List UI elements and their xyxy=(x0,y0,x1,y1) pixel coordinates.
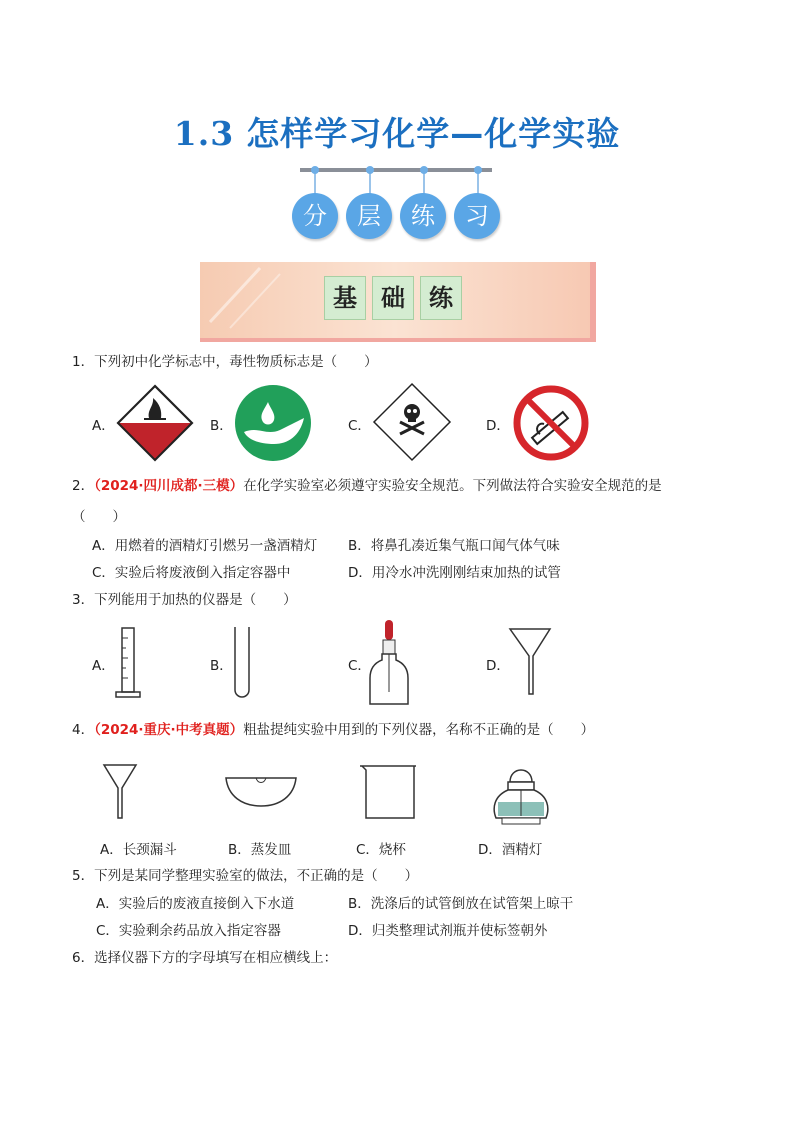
title-text: 怎样学习化学—化学实验 xyxy=(246,114,621,153)
q4-option-c: C．烧杯 xyxy=(356,842,406,858)
q4-option-d: D．酒精灯 xyxy=(478,842,543,858)
test-tube-icon xyxy=(232,626,252,700)
q5-stem: 5．下列是某同学整理实验室的做法，不正确的是（ ） xyxy=(72,868,419,884)
alcohol-lamp-icon xyxy=(488,752,554,830)
q3-option-c-label: C． xyxy=(348,658,371,674)
q1-option-b-label: B． xyxy=(210,418,233,434)
q4-option-a: A．长颈漏斗 xyxy=(100,842,177,858)
q1-option-d-label: D． xyxy=(486,418,510,434)
section-banner xyxy=(200,262,596,342)
q2-stem: 在化学实验室必须遵守实验安全规范。下列做法符合实验安全规范的是 xyxy=(243,478,662,494)
title-number: 1.3 xyxy=(173,114,235,153)
page-title xyxy=(0,108,794,155)
q3-option-a-label: A． xyxy=(92,658,115,674)
q2-stem-line xyxy=(72,476,662,496)
q4-number: 4． xyxy=(72,722,95,738)
funnel-icon xyxy=(508,626,552,698)
q1-option-a-label: A． xyxy=(92,418,115,434)
no-smoking-icon xyxy=(512,384,590,462)
section-char-1: 基 xyxy=(324,276,366,320)
q5-option-d: D．归类整理试剂瓶并使标签朝外 xyxy=(348,923,548,939)
badge-dot xyxy=(420,166,428,174)
badge-lian: 练 xyxy=(400,193,446,239)
dropper-bottle-icon xyxy=(366,616,412,708)
graduated-cylinder-icon xyxy=(114,626,144,700)
water-reactive-icon xyxy=(234,384,312,462)
funnel-icon xyxy=(102,762,138,822)
q2-blank: （ ） xyxy=(72,509,126,525)
flammable-solid-icon xyxy=(116,384,194,462)
section-char-3: 练 xyxy=(420,276,462,320)
q2-option-c: C．实验后将废液倒入指定容器中 xyxy=(92,565,291,581)
toxic-skull-icon xyxy=(372,382,452,462)
q5-option-c: C．实验剩余药品放入指定容器 xyxy=(96,923,281,939)
q3-stem: 3．下列能用于加热的仪器是（ ） xyxy=(72,592,297,608)
badge-ceng: 层 xyxy=(346,193,392,239)
q3-option-b-label: B． xyxy=(210,658,233,674)
q4-source: （2024·重庆·中考真题） xyxy=(94,722,244,738)
badge-dot xyxy=(474,166,482,174)
q4-stem: 粗盐提纯实验中用到的下列仪器，名称不正确的是（ ） xyxy=(243,722,595,738)
badge-xi: 习 xyxy=(454,193,500,239)
q2-option-b: B．将鼻孔凑近集气瓶口闻气体气味 xyxy=(348,538,560,554)
q4-stem-line xyxy=(72,720,594,740)
badge-dot xyxy=(366,166,374,174)
q3-option-d-label: D． xyxy=(486,658,510,674)
evaporating-dish-icon xyxy=(224,774,298,810)
title-rule xyxy=(300,168,492,172)
q5-option-b: B．洗涤后的试管倒放在试管架上晾干 xyxy=(348,896,574,912)
q5-option-a: A．实验后的废液直接倒入下水道 xyxy=(96,896,295,912)
section-char-2: 础 xyxy=(372,276,414,320)
q6-stem: 6．选择仪器下方的字母填写在相应横线上： xyxy=(72,950,338,966)
q1-stem: 1．下列初中化学标志中，毒性物质标志是（ ） xyxy=(72,354,378,370)
q2-number: 2． xyxy=(72,478,95,494)
badge-fen: 分 xyxy=(292,193,338,239)
badge-dot xyxy=(311,166,319,174)
q2-option-a: A．用燃着的酒精灯引燃另一盏酒精灯 xyxy=(92,538,318,554)
q4-option-b: B．蒸发皿 xyxy=(228,842,292,858)
beaker-icon xyxy=(358,762,420,822)
q1-option-c-label: C． xyxy=(348,418,371,434)
q2-option-d: D．用冷水冲洗刚刚结束加热的试管 xyxy=(348,565,561,581)
q2-source: （2024·四川成都·三模） xyxy=(94,478,244,494)
